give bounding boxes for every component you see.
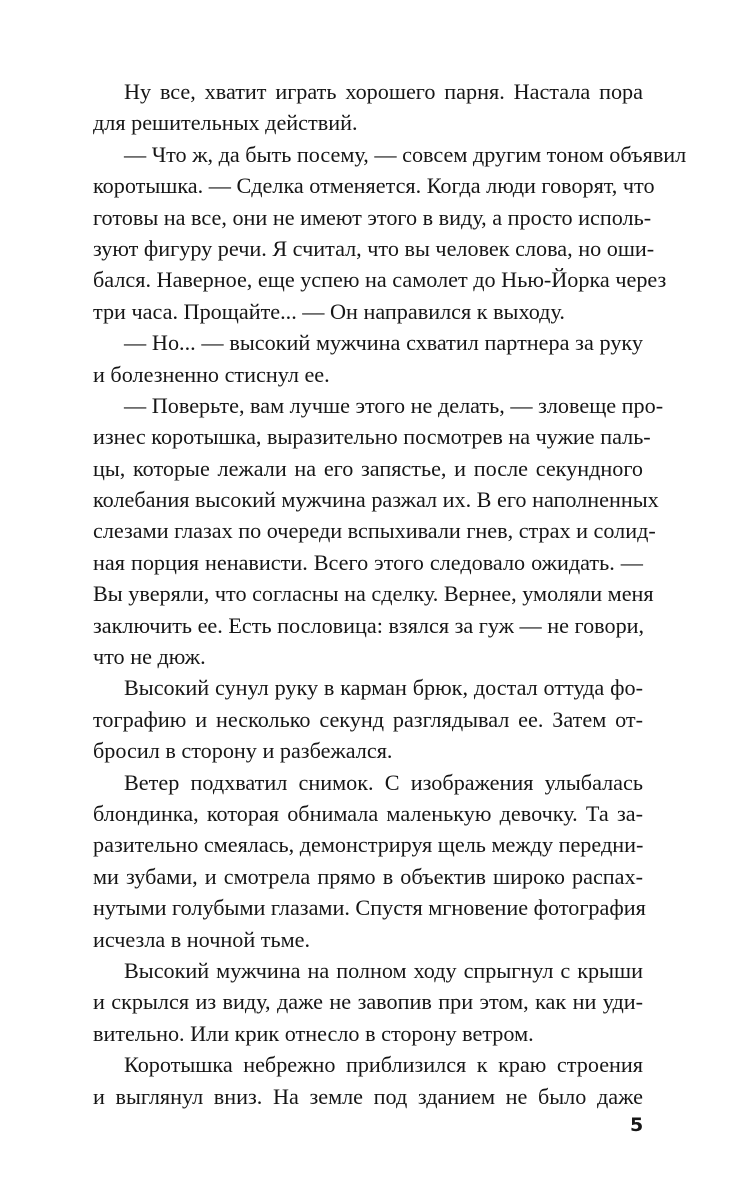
text-line: — Но... — высокий мужчина схватил партнера за руку — [124, 330, 643, 356]
text-line: тографию и несколько секунд разглядывал ее. Затем от- — [93, 706, 643, 732]
text-line: колебания высокий мужчина разжал их. В его наполненных — [93, 487, 659, 513]
text-line: и болезненно стиснул ее. — [93, 361, 330, 387]
text-line: и выглянул вниз. На земле под зданием не было даже — [93, 1083, 643, 1109]
text-line: цы, которые лежали на его запястье, и после секундного — [93, 455, 643, 481]
text-line: Коротышка небрежно приблизился к краю строения — [124, 1052, 643, 1078]
text-line: Вы уверяли, что согласны на сделку. Вернее, умоляли меня — [93, 581, 654, 607]
text-line: Высокий сунул руку в карман брюк, достал оттуда фо- — [124, 675, 643, 701]
text-line: блондинка, которая обнимала маленькую девочку. Та за- — [93, 800, 643, 826]
text-line: ми зубами, и смотрела прямо в объектив широко распах- — [93, 863, 643, 889]
text-line: Ну все, хватит играть хорошего парня. Настала пора — [124, 79, 643, 104]
text-line: Высокий мужчина на полном ходу спрыгнул с крыши — [124, 957, 643, 983]
text-line: что не дюж. — [93, 644, 206, 670]
text-line: разительно смеялась, демонстрируя щель между передни- — [93, 832, 644, 858]
text-line: нутыми голубыми глазами. Спустя мгновение фотография — [93, 895, 646, 921]
text-line: — Что ж, да быть посему, — совсем другим тоном объявил — [124, 141, 687, 167]
text-line: три часа. Прощайте... — Он направился к выходу. — [93, 298, 565, 324]
text-line: бросил в сторону и разбежался. — [93, 738, 393, 764]
text-line: бался. Наверное, еще успею на самолет до Нью-Йорка через — [93, 267, 667, 293]
text-line: вительно. Или крик отнесло в сторону ветром. — [93, 1020, 534, 1046]
text-line: изнес коротышка, выразительно посмотрев на чужие паль- — [93, 424, 651, 450]
page-number: 5 — [630, 1114, 644, 1136]
text-line: готовы на все, они не имеют этого в виду, а просто исполь- — [93, 204, 652, 230]
body-text — [93, 76, 687, 1112]
text-line: ная порция ненависти. Всего этого следовало ожидать. — — [93, 549, 643, 575]
text-line: — Поверьте, вам лучше этого не делать, — зловеще про- — [124, 392, 664, 418]
text-line: для решительных действий. — [93, 110, 358, 136]
text-line: и скрылся из виду, даже не завопив при этом, как ни уди- — [93, 989, 643, 1015]
text-line: коротышка. — Сделка отменяется. Когда люди говорят, что — [93, 173, 655, 199]
text-line: заключить ее. Есть пословица: взялся за гуж — не говори, — [93, 612, 645, 638]
text-line: зуют фигуру речи. Я считал, что вы человек слова, но оши- — [93, 235, 655, 261]
text-line: Ветер подхватил снимок. С изображения улыбалась — [124, 769, 643, 795]
text-line: исчезла в ночной тьме. — [93, 926, 310, 952]
text-line: слезами глазах по очереди вспыхивали гнев, страх и солид- — [93, 518, 656, 544]
